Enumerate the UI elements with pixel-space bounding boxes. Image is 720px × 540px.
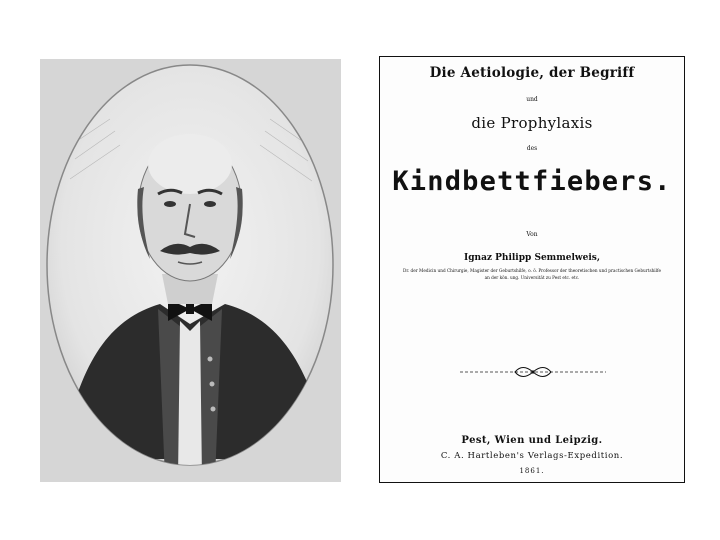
- connector-und: und: [526, 96, 538, 103]
- portrait-illustration: [40, 59, 341, 482]
- publisher: C. A. Hartleben's Verlags-Expedition.: [440, 451, 624, 461]
- connector-des: des: [526, 145, 538, 152]
- title-prophylaxis-line: die Prophylaxis: [471, 114, 593, 132]
- book-title-page: [379, 56, 685, 483]
- author-name: Ignaz Philipp Semmelweis,: [464, 253, 600, 263]
- von-label: Von: [526, 231, 538, 238]
- publication-year: 1861.: [519, 467, 545, 475]
- ornament-divider: [460, 365, 606, 379]
- author-credentials: Dr. der Medicin und Chirurgie, Magister der Geburtshilfe, o. ö. Professor der theoretischen und practischen Geburtshilfe an der kön. ung. Universität zu Pest etc. etc.: [403, 268, 661, 280]
- publication-place: Pest, Wien und Leipzig.: [461, 435, 603, 446]
- main-title: Kindbettfiebers.: [392, 166, 672, 197]
- title-headline: Die Aetiologie, der Begriff: [429, 65, 635, 81]
- portrait-engraving: [40, 59, 341, 482]
